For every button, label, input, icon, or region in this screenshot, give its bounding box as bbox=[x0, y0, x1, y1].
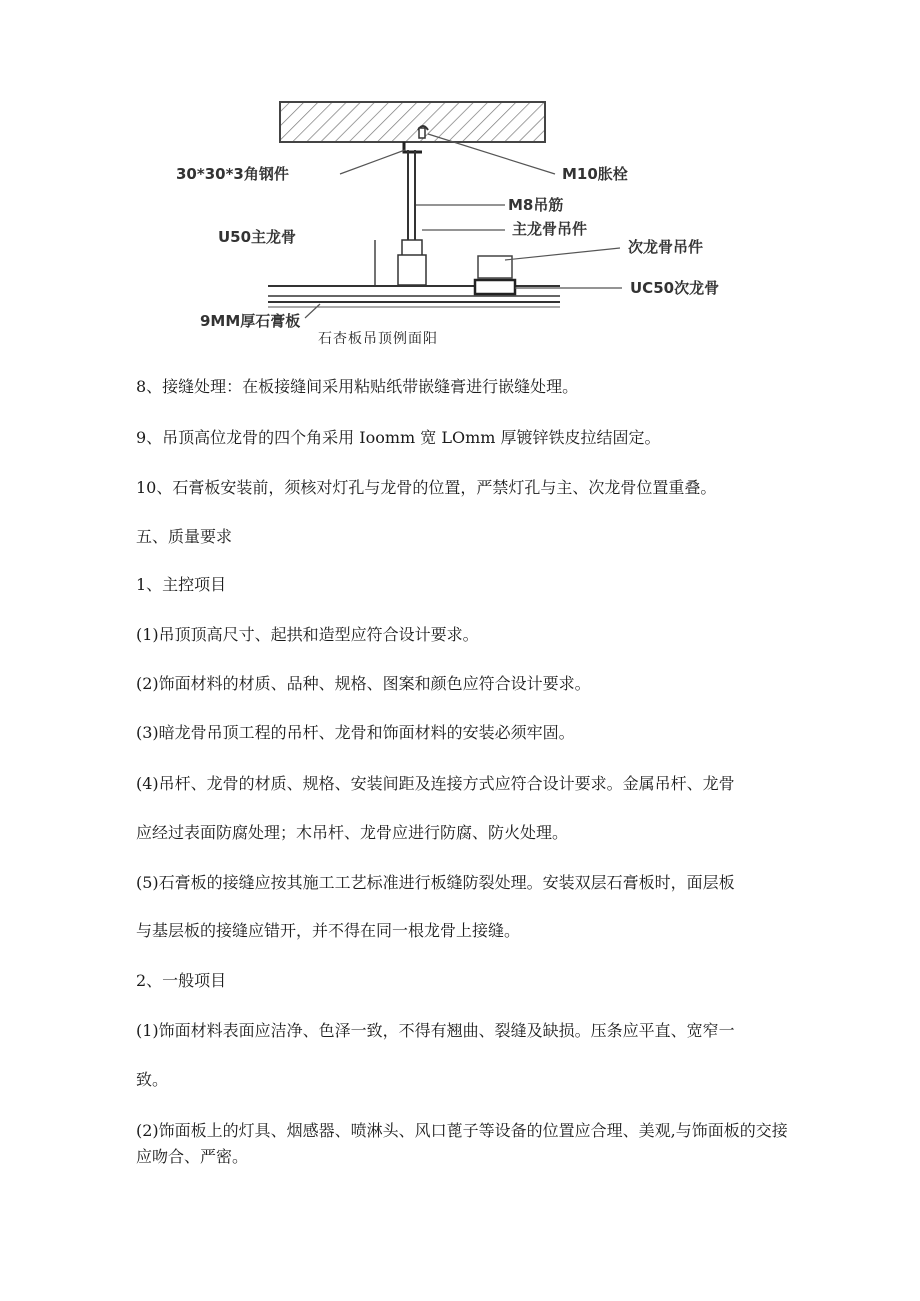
section-heading: 五、质量要求 bbox=[136, 527, 233, 546]
angle-steel bbox=[404, 142, 422, 152]
label-gypsum-board: 9MM厚石膏板 bbox=[200, 312, 301, 330]
subsection-heading: 1、主控项目 bbox=[136, 575, 227, 594]
paragraph: 9、吊顶高位龙骨的四个角采用 Ioomm 宽 LOmm 厚镀锌铁皮拉结固定。 bbox=[136, 428, 661, 447]
label-rod: M8吊筋 bbox=[508, 196, 564, 214]
paragraph: (1)吊顶顶高尺寸、起拱和造型应符合设计要求。 bbox=[136, 625, 479, 644]
label-main-keel: U50主龙骨 bbox=[218, 228, 297, 246]
paragraph: (1)饰面材料表面应洁净、色泽一致，不得有翘曲、裂缝及缺损。压条应平直、宽窄一 bbox=[136, 1021, 735, 1040]
paragraph: 应经过表面防腐处理；木吊杆、龙骨应进行防腐、防火处理。 bbox=[136, 823, 569, 842]
paragraph: (2)饰面板上的灯具、烟感器、喷淋头、风口蓖子等设备的位置应合理、美观,与饰面板的交接应吻合、严密。 bbox=[136, 1121, 788, 1166]
paragraph: 与基层板的接缝应错开，并不得在同一根龙骨上接缝。 bbox=[136, 921, 521, 940]
subsection-heading: 2、一般项目 bbox=[136, 971, 227, 990]
label-sub-hanger: 次龙骨吊件 bbox=[628, 238, 704, 256]
figure-caption: 石杏板吊顶例面阳 bbox=[318, 331, 438, 347]
paragraph: 致。 bbox=[136, 1070, 169, 1089]
label-sub-keel: UC50次龙骨 bbox=[630, 279, 720, 297]
ceiling-section-diagram bbox=[160, 90, 780, 352]
paragraph: (5)石膏板的接缝应按其施工工艺标准进行板缝防裂处理。安装双层石膏板时，面层板 bbox=[136, 873, 735, 892]
label-angle-steel: 30*30*3角钢件 bbox=[176, 165, 289, 183]
paragraph: (3)暗龙骨吊顶工程的吊杆、龙骨和饰面材料的安装必须牢固。 bbox=[136, 723, 575, 742]
label-main-hanger: 主龙骨吊件 bbox=[512, 220, 588, 238]
paragraph: 8、接缝处理：在板接缝间采用粘贴纸带嵌缝膏进行嵌缝处理。 bbox=[136, 377, 579, 396]
sub-keel bbox=[475, 280, 515, 294]
label-expansion-bolt: M10胀栓 bbox=[562, 165, 628, 183]
concrete-slab bbox=[280, 102, 545, 142]
paragraph: (4)吊杆、龙骨的材质、规格、安装间距及连接方式应符合设计要求。金属吊杆、龙骨 bbox=[136, 774, 735, 793]
paragraph: 10、石膏板安装前，须核对灯孔与龙骨的位置，严禁灯孔与主、次龙骨位置重叠。 bbox=[136, 478, 717, 497]
paragraph: (2)饰面材料的材质、品种、规格、图案和颜色应符合设计要求。 bbox=[136, 674, 591, 693]
